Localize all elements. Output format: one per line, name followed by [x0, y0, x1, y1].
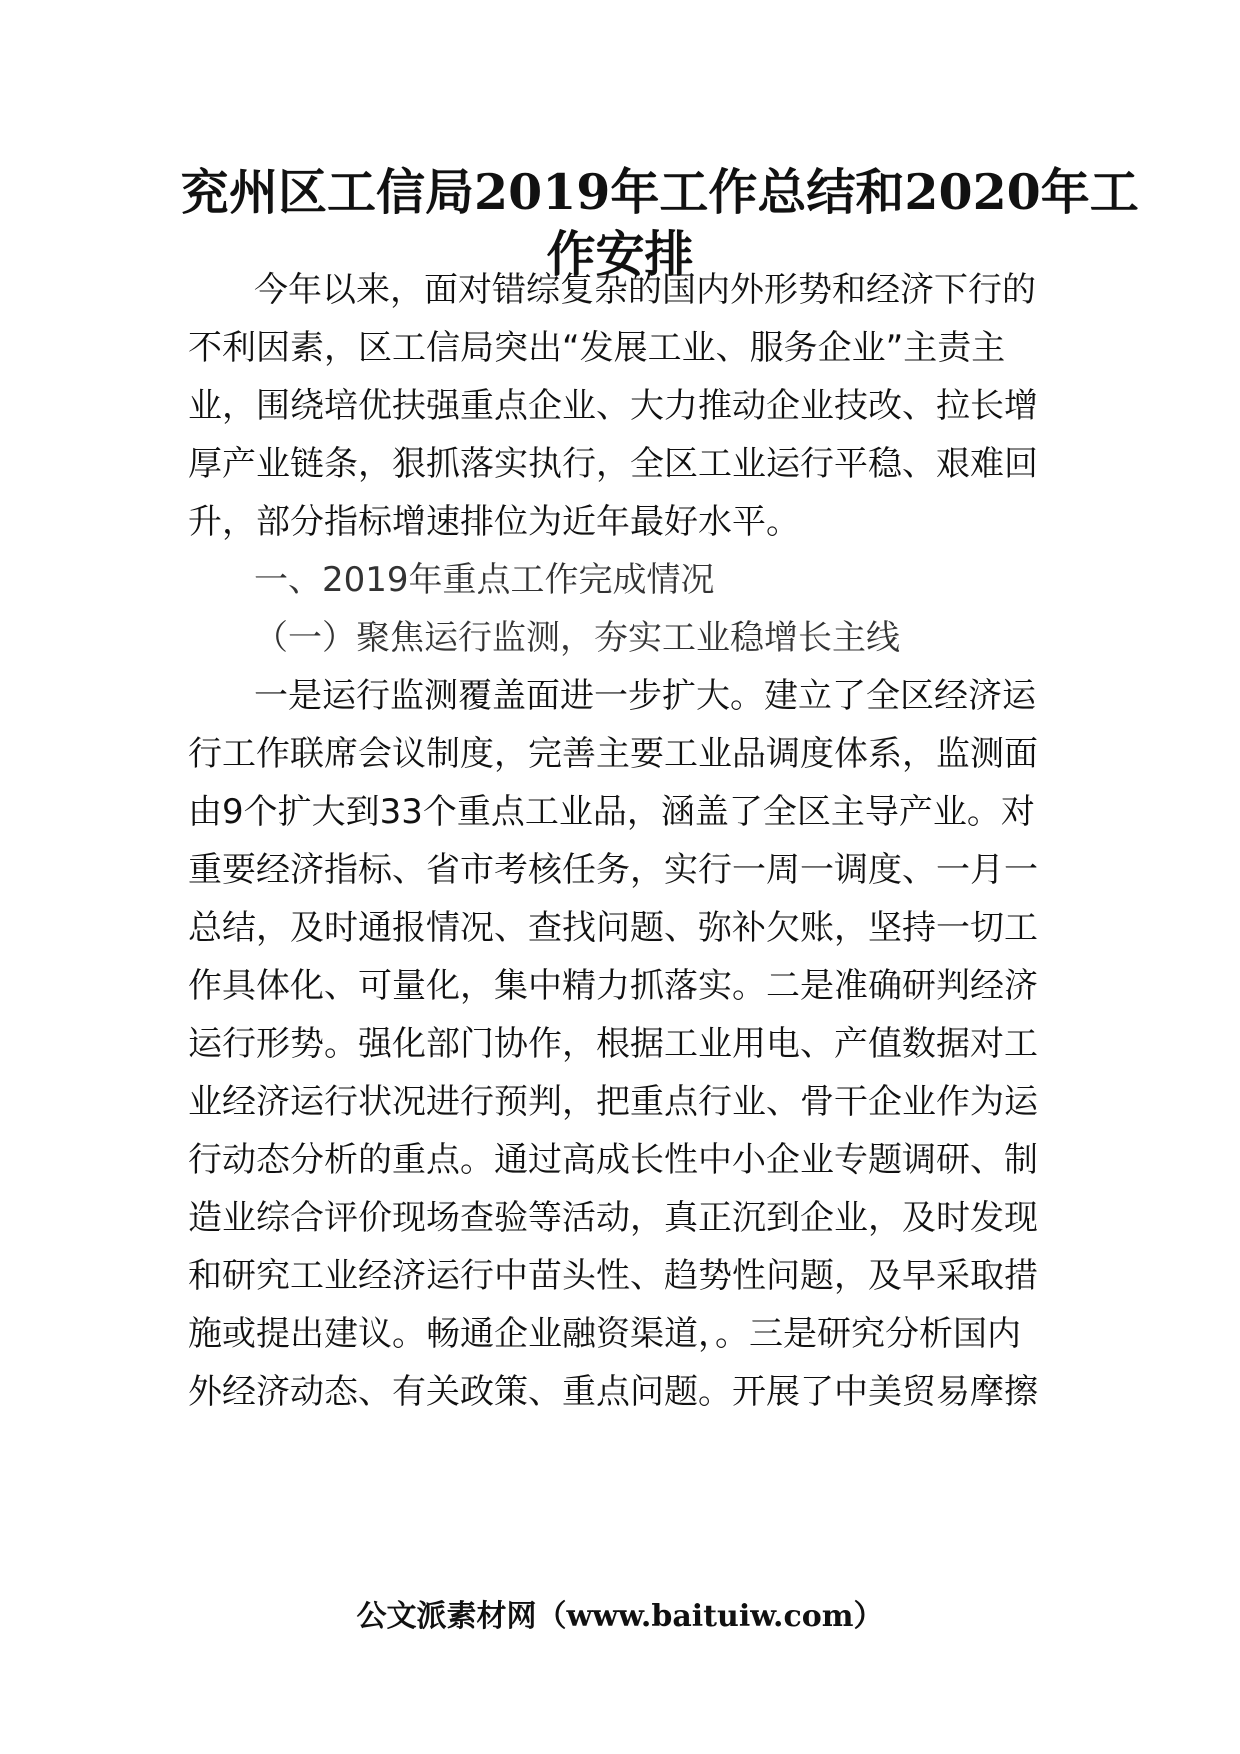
paragraph-line: 厚产业链条，狠抓落实执行，全区工业运行平稳、艰难回	[188, 444, 1038, 484]
paragraph-line: 行工作联席会议制度，完善主要工业品调度体系，监测面	[188, 734, 1038, 774]
footer-source: 公文派素材网（www.baituiw.com）	[356, 1599, 884, 1634]
subsection-heading: （一）聚焦运行监测，夯实工业稳增长主线	[254, 618, 900, 658]
paragraph-line: 业，围绕培优扶强重点企业、大力推动企业技改、拉长增	[188, 386, 1038, 426]
paragraph-line: 一是运行监测覆盖面进一步扩大。建立了全区经济运	[254, 676, 1036, 716]
paragraph-line: 外经济动态、有关政策、重点问题。开展了中美贸易摩擦	[188, 1372, 1038, 1412]
paragraph-line: 业经济运行状况进行预判，把重点行业、骨干企业作为运	[188, 1082, 1038, 1122]
paragraph-line: 不利因素，区工信局突出“发展工业、服务企业”主责主	[188, 328, 1006, 368]
paragraph-line: 运行形势。强化部门协作，根据工业用电、产值数据对工	[188, 1024, 1038, 1064]
document-title-line-2: 作安排	[546, 225, 694, 283]
section-heading: 一、2019年重点工作完成情况	[254, 560, 715, 600]
paragraph-line: 总结，及时通报情况、查找问题、弥补欠账，坚持一切工	[188, 908, 1038, 948]
paragraph-line: 造业综合评价现场查验等活动，真正沉到企业，及时发现	[188, 1198, 1038, 1238]
paragraph-line: 升，部分指标增速排位为近年最好水平。	[188, 502, 800, 542]
paragraph-line: 和研究工业经济运行中苗头性、趋势性问题，及早采取措	[188, 1256, 1038, 1296]
paragraph-line: 今年以来，面对错综复杂的国内外形势和经济下行的	[254, 270, 1036, 310]
document-title-line-1: 兖州区工信局2019年工作总结和2020年工	[180, 163, 1139, 221]
paragraph-line: 作具体化、可量化，集中精力抓落实。二是准确研判经济	[188, 966, 1038, 1006]
paragraph-line: 由9个扩大到33个重点工业品，涵盖了全区主导产业。对	[188, 792, 1035, 832]
paragraph-line: 施或提出建议。畅通企业融资渠道，。三是研究分析国内	[188, 1314, 1021, 1354]
paragraph-line: 重要经济指标、省市考核任务，实行一周一调度、一月一	[188, 850, 1038, 890]
paragraph-line: 行动态分析的重点。通过高成长性中小企业专题调研、制	[188, 1140, 1038, 1180]
